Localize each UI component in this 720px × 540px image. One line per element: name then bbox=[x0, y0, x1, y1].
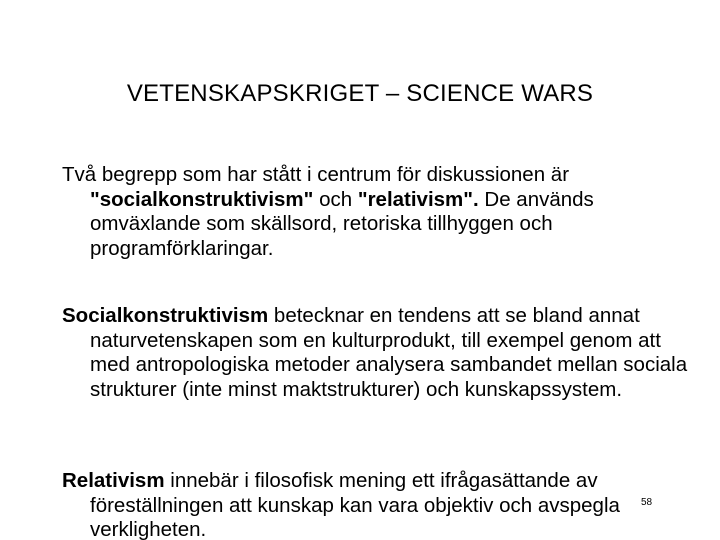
slide-title: VETENSKAPSKRIGET – SCIENCE WARS bbox=[126, 80, 594, 107]
term-relativism-quoted: "relativism". bbox=[357, 187, 479, 211]
term-socialkonstruktivism-quoted: "socialkonstruktivism" bbox=[90, 187, 314, 211]
paragraph-text: Två begrepp som har stått i centrum för diskussionen är bbox=[62, 163, 570, 186]
term-relativism: Relativism bbox=[62, 469, 165, 492]
paragraph-text: innebär i filosofisk mening ett ifrågasättande av föreställningen att kunskap kan vara objektiv och avspegla verkligheten. bbox=[90, 469, 620, 540]
paragraph-relativism bbox=[62, 469, 690, 540]
term-socialkonstruktivism: Socialkonstruktivism bbox=[62, 304, 269, 327]
paragraph-text: betecknar en tendens att se bland annat naturvetenskapen som en kulturprodukt, till exempel genom att med antropologiska metoder analysera sambandet mellan sociala strukturer (inte minst maktstrukturer) och kunskapssystem. bbox=[90, 304, 688, 401]
paragraph-definitions-intro bbox=[62, 163, 690, 261]
paragraph-socialkonstruktivism bbox=[62, 304, 690, 402]
page-number: 58 bbox=[641, 497, 653, 508]
paragraph-text: De används omväxlande som skällsord, retoriska tillhyggen och programförklaringar. bbox=[90, 187, 594, 260]
paragraph-text: och bbox=[313, 187, 358, 211]
